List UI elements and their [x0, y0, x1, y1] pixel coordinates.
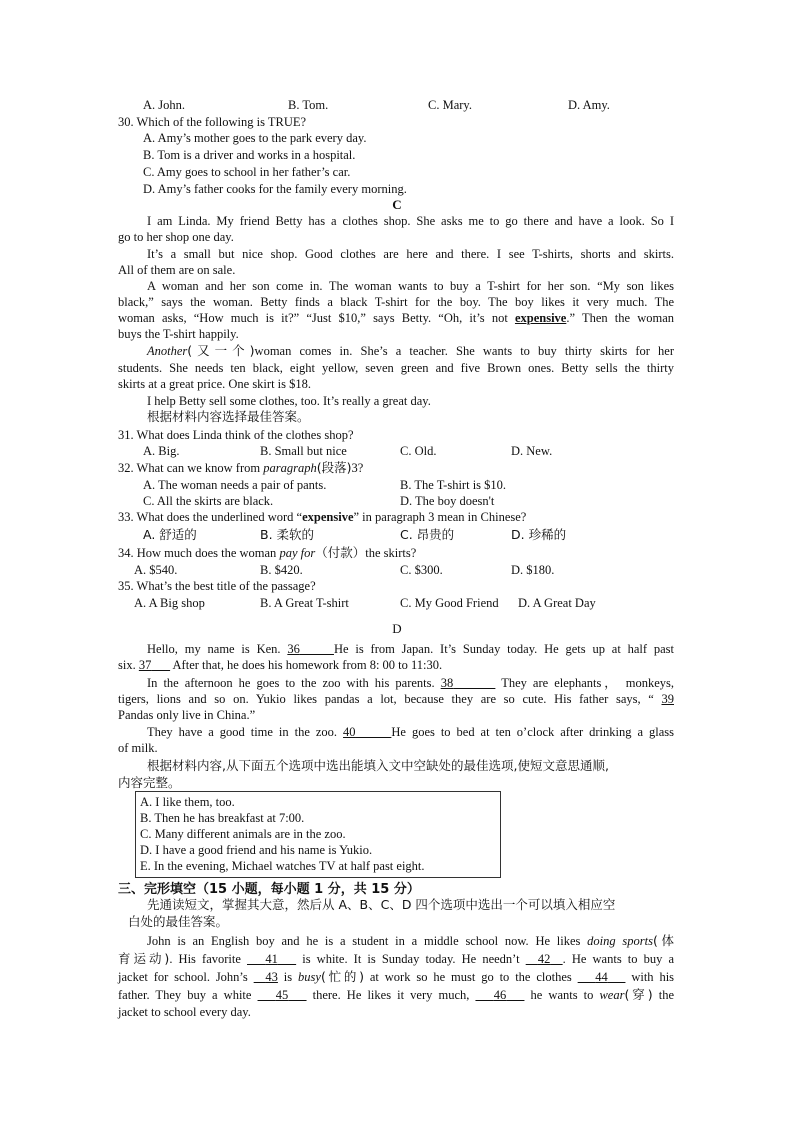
choice-a: A. I like them, too.	[140, 795, 235, 809]
q32-option-a: A. The woman needs a pair of pants.	[143, 478, 327, 492]
passage-c-line: black,” says the woman. Betty finds a black T-shirt for the boy. The boy likes it very much. The	[118, 295, 674, 309]
passage-c-line: students. She needs ten black, eight yellow, seven green and five Brown ones. Betty sells the thirty	[118, 361, 674, 375]
passage-c-instruction: 根据材料内容选择最佳答案。	[147, 409, 310, 424]
blank-39: 39	[661, 692, 674, 706]
passage-c-line: go to her shop one day.	[118, 230, 234, 244]
choice-e: E. In the evening, Michael watches TV at half past eight.	[140, 859, 425, 873]
passage-c-label: C	[392, 197, 402, 212]
q34-option-d: D. $180.	[511, 563, 555, 577]
q30-option-c: C. Amy goes to school in her father’s car.	[143, 165, 351, 179]
passage-d-line: In the afternoon he goes to the zoo with his parents. 38 They are elephants， monkeys,	[147, 676, 674, 690]
q29-option-b: B. Tom.	[288, 98, 329, 112]
q31-stem: 31. What does Linda think of the clothes shop?	[118, 428, 354, 442]
choice-b: B. Then he has breakfast at 7:00.	[140, 811, 305, 825]
blank-43: 43	[265, 970, 278, 984]
passage-d-line: of milk.	[118, 741, 158, 755]
q33-stem: 33. What does the underlined word “expensive” in paragraph 3 mean in Chinese?	[118, 510, 527, 524]
passage-d-label: D	[392, 621, 402, 636]
q34-option-a: A. $540.	[134, 563, 178, 577]
q34-option-b: B. $420.	[260, 563, 303, 577]
section-instruction: 先通读短文，掌握其大意，然后从 A、B、C、D 四个选项中选出一个可以填入相应空	[147, 897, 616, 912]
blank-37: 37	[138, 658, 152, 672]
passage-c-line: It’s a small but nice shop. Good clothes are here and there. I see T-shirts, shorts and skirts.	[147, 247, 674, 261]
cloze-line: 育运动). His favorite 41 is white. It is Sunday today. He needn’t 42 . He wants to buy a	[118, 951, 675, 966]
passage-d-instruction: 根据材料内容,从下面五个选项中选出能填入文中空缺处的最佳选项,使短文意思通顺,	[147, 758, 609, 773]
passage-d-line: tigers, lions and so on. Yukio likes pandas a lot, because they are so cute. His father says, “ 39	[118, 692, 674, 706]
q35-option-c: C. My Good Friend	[400, 596, 499, 610]
passage-c-line: A woman and her son come in. The woman wants to buy a T-shirt for her son. “My son likes	[147, 279, 674, 293]
q31-option-d: D. New.	[511, 444, 553, 458]
blank-46: 46	[493, 988, 507, 1002]
q34-stem: 34. How much does the woman pay for（付款）the skirts?	[118, 545, 417, 560]
q33-option-c: C. 昂贵的	[400, 527, 455, 542]
passage-c-line: Another(又一个)woman comes in. She’s a teacher. She wants to buy thirty skirts for her	[147, 343, 674, 358]
passage-c-line: I am Linda. My friend Betty has a clothes shop. She asks me to go there and have a look. So I	[147, 214, 674, 228]
section-heading: 三、完形填空（15 小题，每小题 1 分，共 15 分）	[118, 882, 420, 897]
q30-stem: 30. Which of the following is TRUE?	[118, 115, 307, 129]
blank-41: 41	[265, 952, 278, 966]
blank-44: 44	[595, 970, 608, 984]
passage-c-line: buys the T-shirt happily.	[118, 327, 239, 341]
passage-c-line: woman asks, “How much is it?” “Just $10,” says Betty. “Oh, it’s not expensive.” Then the woman	[118, 311, 674, 325]
q29-option-d: D. Amy.	[568, 98, 610, 112]
q33-option-a: A. 舒适的	[143, 527, 197, 542]
q30-option-d: D. Amy’s father cooks for the family every morning.	[143, 182, 407, 196]
passage-d-instruction: 内容完整。	[118, 775, 181, 790]
q31-option-a: A. Big.	[143, 444, 180, 458]
passage-d-line: They have a good time in the zoo. 40 He goes to bed at ten o’clock after drinking a glass	[147, 725, 674, 739]
cloze-line: father. They buy a white 45 there. He likes it very much, 46 he wants to wear(穿) the	[118, 987, 674, 1002]
passage-c-line: All of them are on sale.	[118, 263, 236, 277]
q32-option-b: B. The T-shirt is $10.	[400, 478, 507, 492]
q30-option-b: B. Tom is a driver and works in a hospital.	[143, 148, 356, 162]
q29-option-c: C. Mary.	[428, 98, 472, 112]
blank-42: 42	[537, 952, 551, 966]
q31-option-c: C. Old.	[400, 444, 437, 458]
q33-option-b: B. 柔软的	[260, 527, 315, 542]
blank-40: 40	[343, 725, 356, 739]
q34-option-c: C. $300.	[400, 563, 443, 577]
blank-45: 45	[275, 988, 289, 1002]
q35-option-a: A. A Big shop	[134, 596, 205, 610]
cloze-line: jacket for school. John’s 43 is busy(忙的) at work so he must go to the clothes 44 with his	[118, 969, 675, 984]
q35-option-b: B. A Great T-shirt	[260, 596, 349, 610]
cloze-line: jacket to school every day.	[118, 1005, 251, 1019]
q35-option-d: D. A Great Day	[518, 596, 596, 610]
passage-d-line: Hello, my name is Ken. 36 He is from Japan. It’s Sunday today. He gets up at half past	[147, 642, 675, 656]
passage-d-line: Pandas only live in China.”	[118, 708, 256, 722]
blank-38: 38	[440, 676, 454, 690]
q30-option-a: A. Amy’s mother goes to the park every day.	[143, 131, 367, 145]
q35-stem: 35. What’s the best title of the passage?	[118, 579, 316, 593]
blank-36: 36	[287, 642, 300, 656]
q32-option-c: C. All the skirts are black.	[143, 494, 274, 508]
q32-stem: 32. What can we know from paragraph(段落)3?	[118, 460, 364, 475]
passage-c-line: I help Betty sell some clothes, too. It’s really a great day.	[147, 394, 431, 408]
q33-option-d: D. 珍稀的	[511, 527, 567, 542]
passage-c-line: skirts at a great price. One skirt is $18.	[118, 377, 312, 391]
cloze-line: John is an English boy and he is a student in a middle school now. He likes doing sports(体	[147, 933, 674, 948]
choice-c: C. Many different animals are in the zoo.	[140, 827, 346, 841]
underlined-word-expensive: expensive	[514, 311, 567, 325]
choices-box	[135, 791, 501, 878]
section-instruction: 白处的最佳答案。	[128, 914, 229, 929]
q32-option-d: D. The boy doesn't	[400, 494, 495, 508]
q29-option-a: A. John.	[143, 98, 186, 112]
q31-option-b: B. Small but nice	[260, 444, 347, 458]
passage-d-line: six. 37 After that, he does his homework from 8: 00 to 11:30.	[118, 658, 443, 672]
choice-d: D. I have a good friend and his name is Yukio.	[140, 843, 373, 857]
